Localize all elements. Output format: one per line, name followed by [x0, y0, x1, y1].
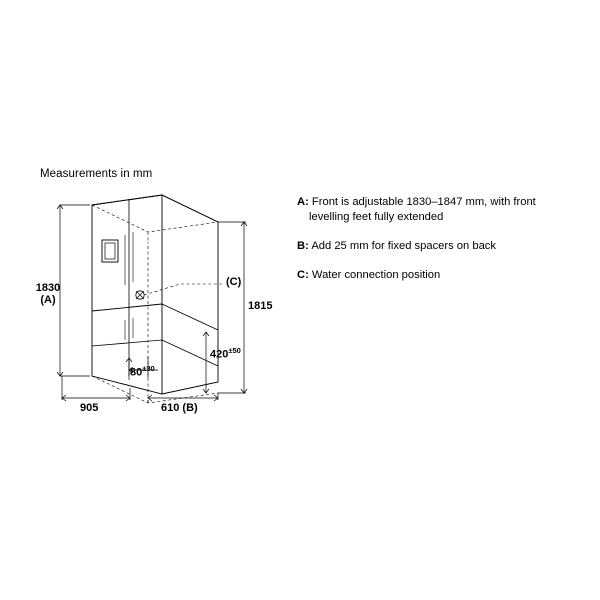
note-key-a: A:	[297, 196, 309, 208]
dimension-label-water-height: $420^{\pm 50}$	[210, 346, 241, 361]
note-item-c	[297, 268, 565, 283]
note-item-a	[297, 195, 565, 225]
notes-list	[297, 195, 565, 297]
note-text-b: Add 25 mm for fixed spacers on back	[311, 240, 496, 253]
dimension-label-width: 905	[80, 402, 99, 414]
dimension-label-water-offset: $80^{\pm 30}$	[130, 364, 155, 379]
note-item-b	[297, 239, 565, 254]
dimension-label-depth: 610 (B)	[161, 402, 198, 414]
units-label: Measurements in mm	[40, 168, 153, 180]
dimension-label-height-rear: 1815	[248, 300, 273, 312]
dimension-label-height-front: 1830 (A)	[35, 282, 61, 306]
appliance-dimension-drawing	[30, 180, 290, 425]
callout-label-water-connection: (C)	[226, 276, 242, 288]
note-text-c: Water connection position	[311, 269, 441, 282]
note-text-a: Front is adjustable 1830–1847 mm, with front levelling feet fully extended	[309, 196, 536, 224]
note-key-c: C:	[297, 269, 309, 282]
note-key-b: B:	[297, 240, 309, 253]
